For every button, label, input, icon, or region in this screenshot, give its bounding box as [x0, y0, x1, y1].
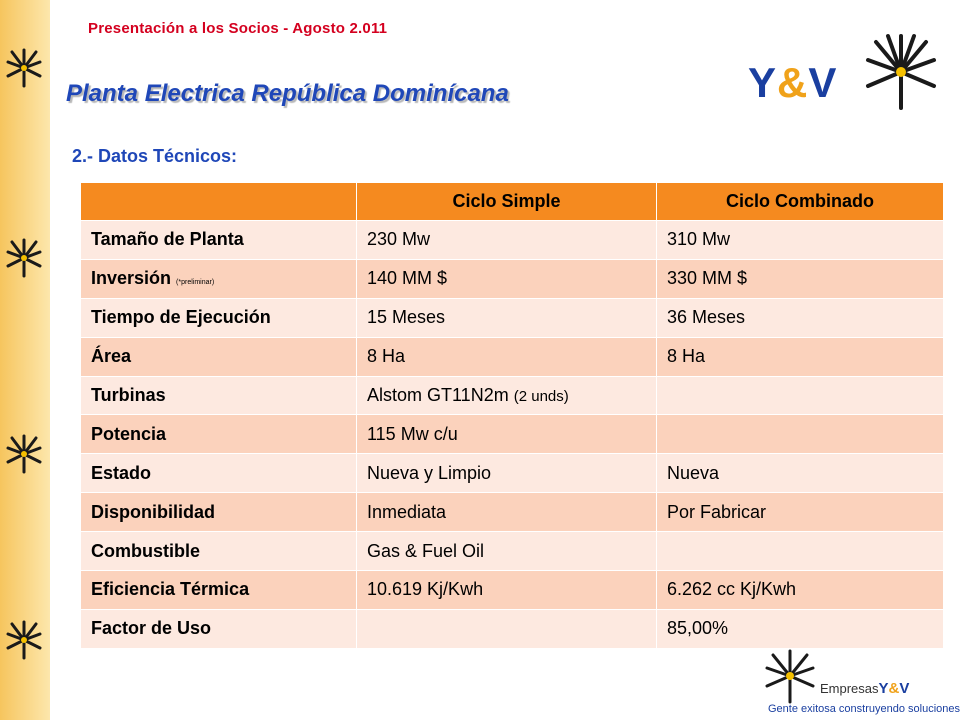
table-row [81, 609, 944, 648]
sunburst-icon [2, 46, 46, 90]
sunburst-icon [762, 648, 818, 704]
page-title: Planta Electrica República Dominícana [66, 80, 509, 107]
simple-value: 8 Ha [357, 337, 657, 376]
table-row [81, 337, 944, 376]
simple-value: Nueva y Limpio [357, 454, 657, 493]
sunburst-icon [860, 32, 942, 112]
column-header-simple: Ciclo Simple [357, 183, 657, 221]
table-row [81, 376, 944, 415]
row-label: Combustible [81, 532, 357, 571]
table-row [81, 571, 944, 610]
row-label: Eficiencia Térmica [81, 571, 357, 610]
technical-data-table [80, 182, 944, 649]
footer-brand: EmpresasY&V [820, 680, 910, 697]
combined-value: Nueva [657, 454, 944, 493]
simple-value: 230 Mw [357, 221, 657, 260]
table-row [81, 415, 944, 454]
combined-value: 6.262 cc Kj/Kwh [657, 571, 944, 610]
row-label: Disponibilidad [81, 493, 357, 532]
combined-value [657, 376, 944, 415]
combined-value: 330 MM $ [657, 259, 944, 298]
row-label: Tamaño de Planta [81, 221, 357, 260]
brand-logo [748, 32, 948, 112]
row-label: Área [81, 337, 357, 376]
row-label: Estado [81, 454, 357, 493]
footer-logo [762, 648, 958, 716]
combined-value [657, 415, 944, 454]
table-row [81, 532, 944, 571]
combined-value: 8 Ha [657, 337, 944, 376]
row-label: Potencia [81, 415, 357, 454]
row-note: (2 unds) [513, 388, 569, 405]
row-label: Inversión (*preliminar) [81, 259, 357, 298]
combined-value [657, 532, 944, 571]
footer-tagline: Gente exitosa construyendo soluciones [768, 703, 960, 715]
row-note: (*preliminar) [176, 279, 215, 287]
table-row [81, 298, 944, 337]
combined-value: 310 Mw [657, 221, 944, 260]
sunburst-icon [2, 618, 46, 662]
row-label: Tiempo de Ejecución [81, 298, 357, 337]
table-header-row [81, 183, 944, 221]
simple-value: 15 Meses [357, 298, 657, 337]
simple-value: 10.619 Kj/Kwh [357, 571, 657, 610]
column-header-combined: Ciclo Combinado [657, 183, 944, 221]
sunburst-icon [2, 432, 46, 476]
combined-value: 85,00% [657, 609, 944, 648]
simple-value: Alstom GT11N2m (2 unds) [357, 376, 657, 415]
table-row [81, 493, 944, 532]
row-label: Factor de Uso [81, 609, 357, 648]
section-subtitle: 2.- Datos Técnicos: [72, 146, 238, 166]
sunburst-icon [2, 236, 46, 280]
table-row [81, 221, 944, 260]
simple-value: Inmediata [357, 493, 657, 532]
brand-wordmark: Y&V [748, 59, 838, 106]
simple-value [357, 609, 657, 648]
simple-value: Gas & Fuel Oil [357, 532, 657, 571]
simple-value: 115 Mw c/u [357, 415, 657, 454]
simple-value: 140 MM $ [357, 259, 657, 298]
table-row [81, 259, 944, 298]
presentation-header: Presentación a los Socios - Agosto 2.011 [88, 20, 388, 37]
row-label: Turbinas [81, 376, 357, 415]
table-row [81, 454, 944, 493]
column-header [81, 183, 357, 221]
side-band [0, 0, 50, 720]
combined-value: 36 Meses [657, 298, 944, 337]
combined-value: Por Fabricar [657, 493, 944, 532]
